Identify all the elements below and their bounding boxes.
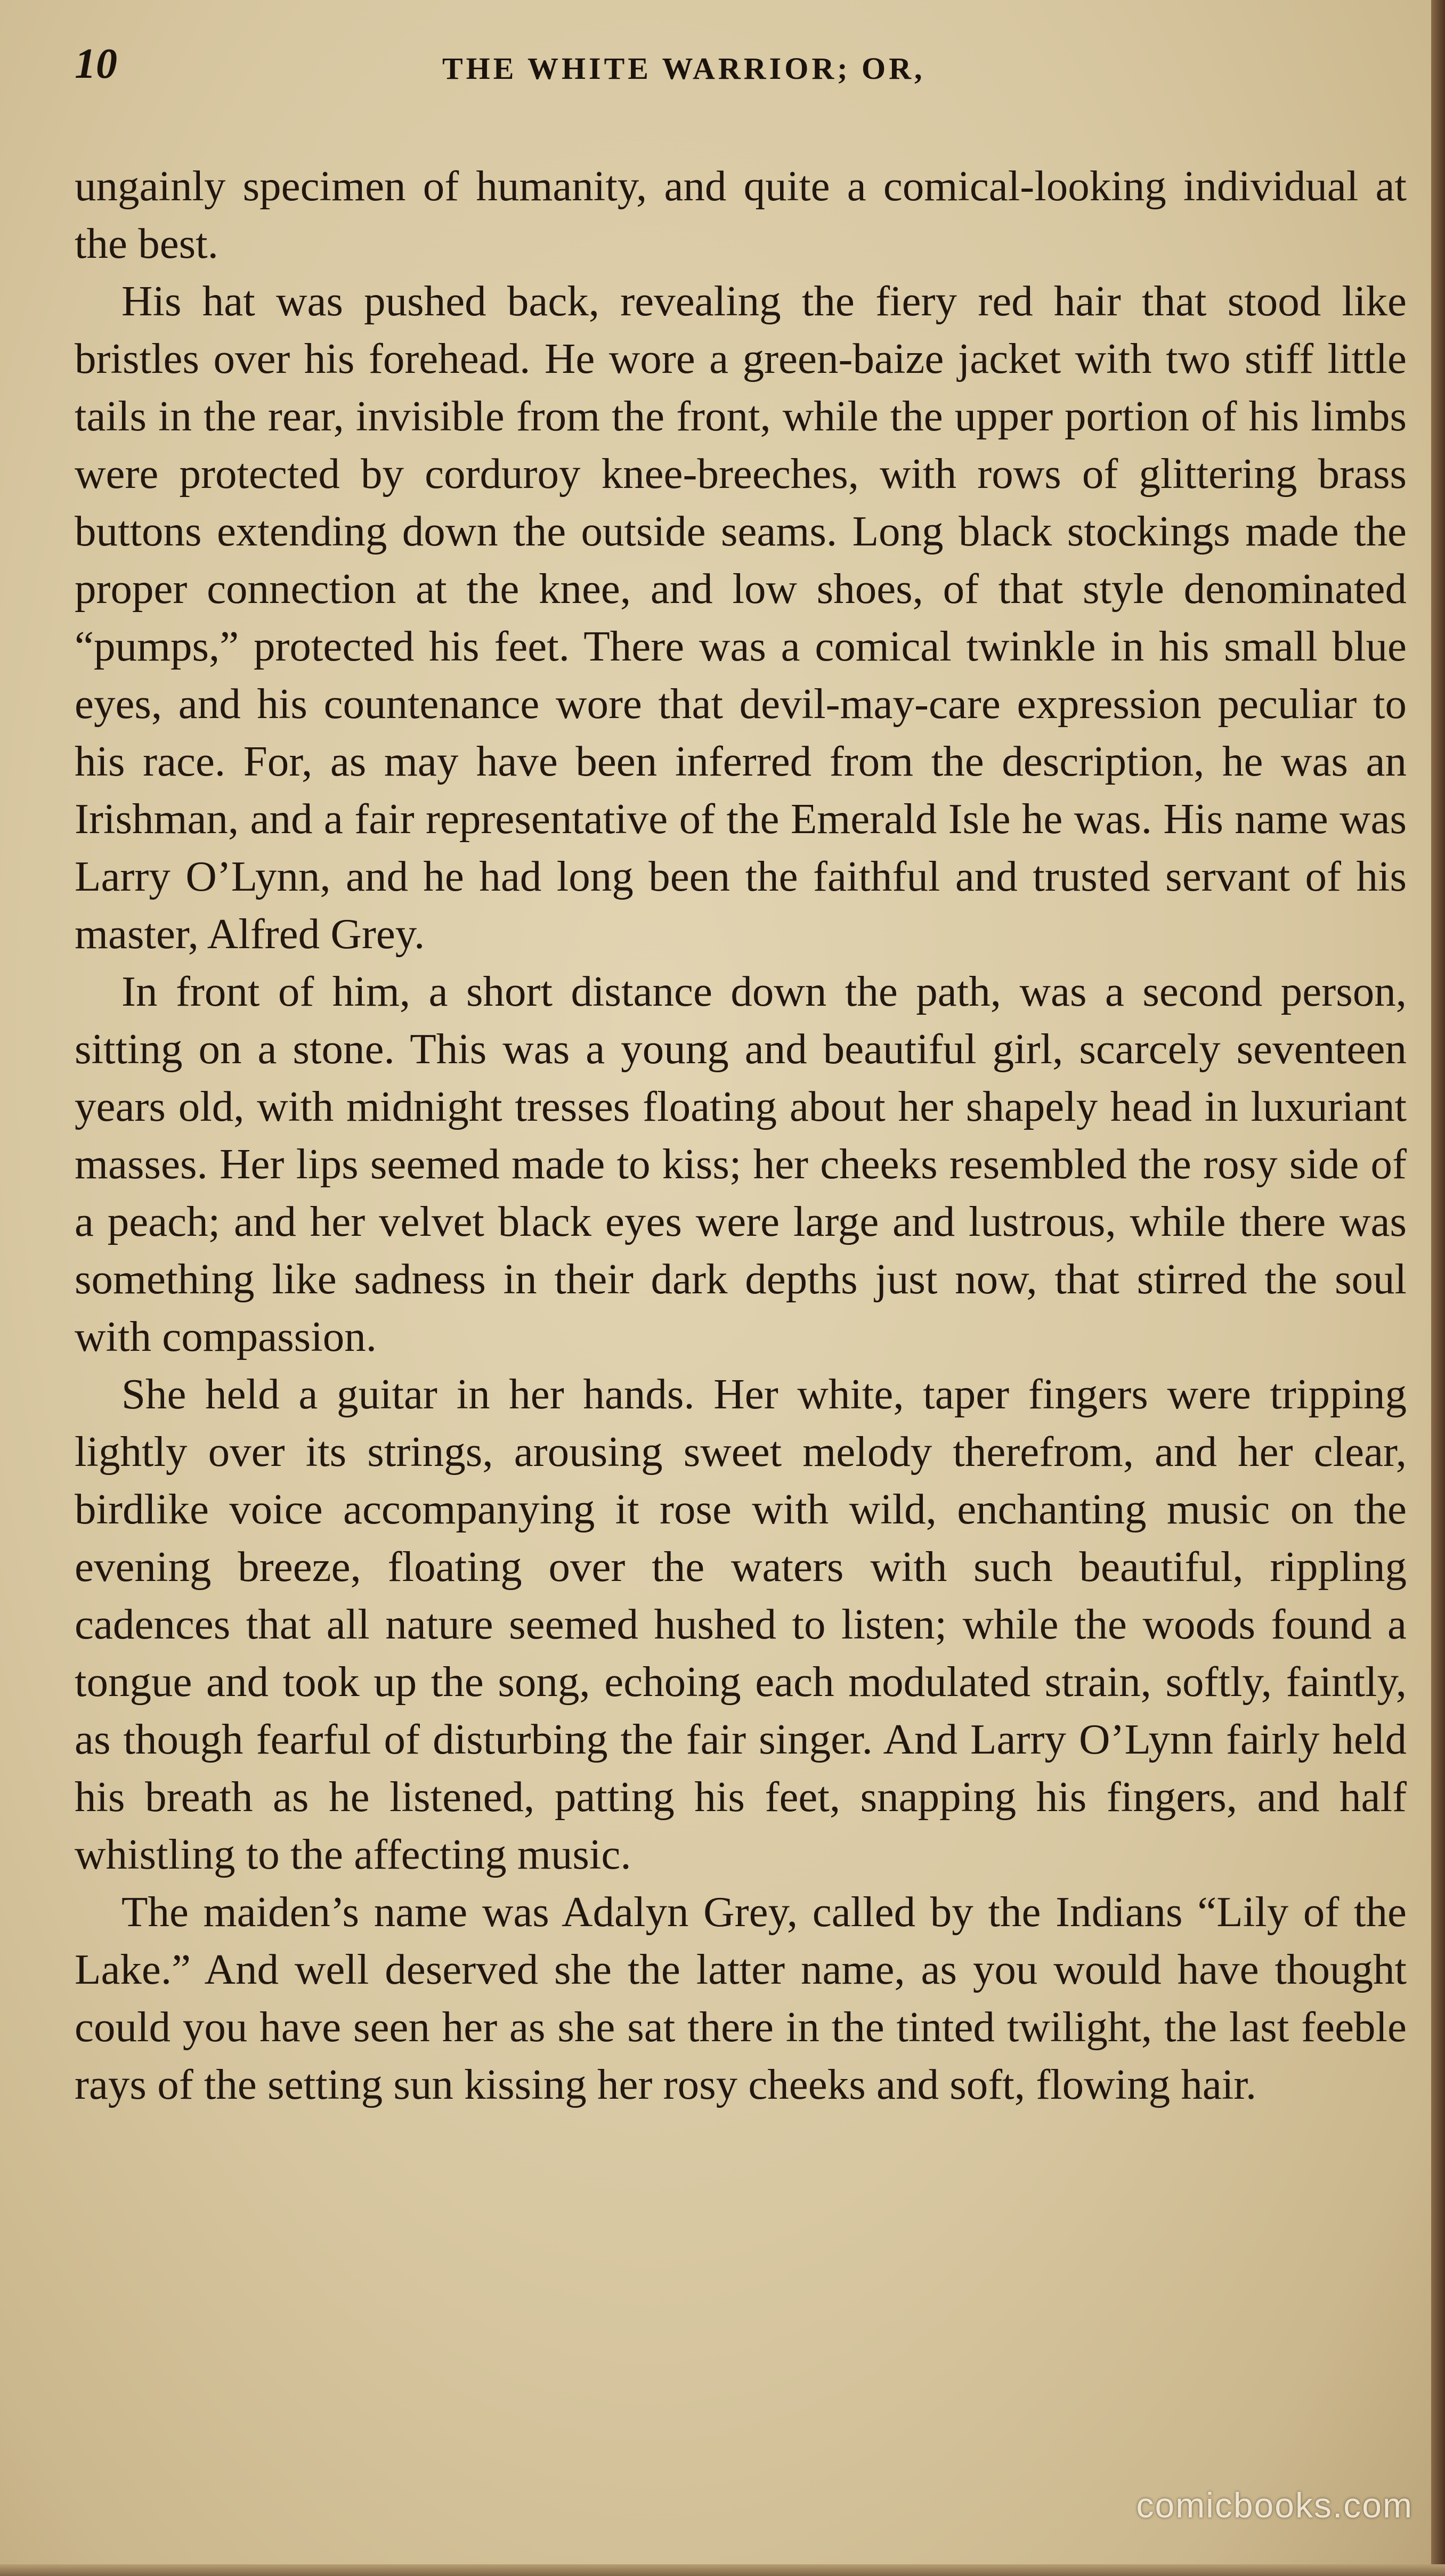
- body-text: [75, 157, 1407, 2113]
- page-edge-shadow: [1431, 0, 1445, 2576]
- page-bottom-edge: [0, 2564, 1445, 2576]
- page-number: 10: [75, 40, 117, 87]
- page-header: [75, 29, 1407, 115]
- running-title: THE WHITE WARRIOR; OR,: [442, 51, 926, 86]
- paragraph-2: His hat was pushed back, revealing the fiery red hair that stood like bristles over his forehead. He wore a green-baize jacket with two stiff little tails in the rear, invisible from the front, while the upper portion of his limbs were protected by corduroy knee-breeches, with rows of glittering brass buttons extending down the outside seams. Long black stockings made the proper connection at the knee, and low shoes, of that style denominated “pumps,” protected his feet. There was a comical twinkle in his small blue eyes, and his countenance wore that devil-may-care expression peculiar to his race. For, as may have been inferred from the description, he was an Irishman, and a fair representative of the Emerald Isle he was. His name was Larry O’Lynn, and he had long been the faithful and trusted servant of his master, Alfred Grey.: [75, 277, 1407, 958]
- paragraph-1: ungainly specimen of humanity, and quite a comical-looking individual at the best.: [75, 162, 1407, 267]
- paragraph-4: She held a guitar in her hands. Her white, taper fingers were tripping lightly over its strings, arousing sweet melody therefrom, and her clear, birdlike voice accompanying it rose with wild, enchanting music on the evening breeze, floating over the waters with such beautiful, rippling cadences that all nature seemed hushed to listen; while the woods found a tongue and took up the song, echoing each modulated strain, softly, faintly, as though fearful of disturbing the fair singer. And Larry O’Lynn fairly held his breath as he listened, patting his feet, snapping his fingers, and half whistling to the affecting music.: [75, 1370, 1407, 1878]
- paragraph-5: The maiden’s name was Adalyn Grey, called by the Indians “Lily of the Lake.” And well deserved she the latter name, as you would have thought could you have seen her as she sat there in the tinted twilight, the last feeble rays of the setting sun kissing her rosy cheeks and soft, flowing hair.: [75, 1888, 1407, 2108]
- watermark: comicbooks.com: [1136, 2485, 1413, 2525]
- paragraph-3: In front of him, a short distance down the path, was a second person, sitting on a stone. This was a young and beautiful girl, scarcely seventeen years old, with midnight tresses floating about her shapely head in luxuriant masses. Her lips seemed made to kiss; her cheeks resembled the rosy side of a peach; and her velvet black eyes were large and lustrous, while there was something like sadness in their dark depths just now, that stirred the soul with compassion.: [75, 967, 1407, 1360]
